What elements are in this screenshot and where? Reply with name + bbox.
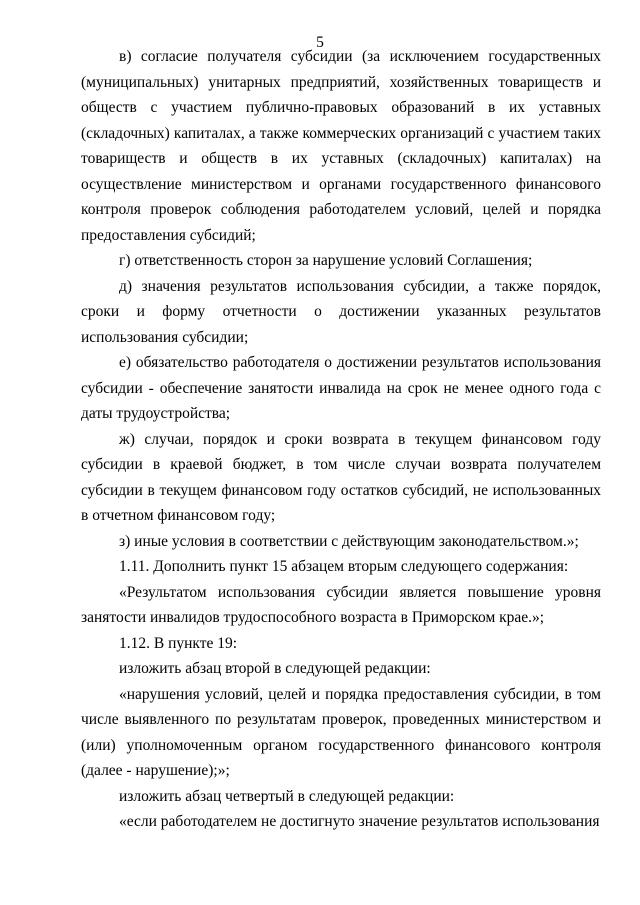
paragraph-employer-obligation: е) обязательство работодателя о достижении результатов использования субсидии - обеспечение занятости инвалида на срок не менее одного года с даты трудоустройства; [81,354,601,422]
page-number: 5 [316,34,324,51]
paragraph-subsidy-consent: в) согласие получателя субсидии (за исключением государственных (муниципальных) унитарных предприятий, хозяйственных товариществ и обществ с участием публично-правовых образований в их уставных (складочных) капиталах, а также коммерческих организаций с участием таких товариществ и обществ в их уставных (складочных) капиталах) на осуществление министерством и органами государственного финансового контроля проверок соблюдения работодателем условий, целей и порядка предоставления субсидий; [81,48,601,244]
paragraph-second-abzac: изложить абзац второй в следующей редакции: [119,660,431,677]
paragraph-responsibility: г) ответственность сторон за нарушение условий Соглашения; [119,252,533,269]
paragraph-item-1-11: 1.11. Дополнить пункт 15 абзацем вторым следующего содержания: [119,558,569,575]
paragraph-fourth-abzac: изложить абзац четвертый в следующей редакции: [119,787,455,805]
paragraph-item-1-12: 1.12. В пункте 19: [119,634,238,652]
paragraph-subsidy-result: «Результатом использования субсидии является повышение уровня занятости инвалидов трудоспособного возраста в Приморском крае.»; [81,583,601,626]
paragraph-return-cases: ж) случаи, порядок и сроки возврата в текущем финансовом году субсидии в краевой бюджет, в том числе случаи возврата получателем субсидии в текущем финансовом году остатков субсидий, не использованных в отчетном финансовом году; [81,430,601,524]
paragraph-not-achieved: «если работодателем не достигнуто значение результатов использования [119,813,600,830]
paragraph-violation-definition: «нарушения условий, целей и порядка предоставления субсидии, в том числе выявленного по результатам проверок, проведенных министерством и (или) уполномоченным органом государственного финансового контроля (далее - нарушение);»; [81,685,601,779]
document-body [81,44,601,835]
paragraph-other-conditions: з) иные условия в соответствии с действующим законодательством.»; [119,532,579,550]
paragraph-result-values: д) значения результатов использования субсидии, а также порядок, сроки и форму отчетности о достижении указанных результатов использования субсидии; [81,277,601,346]
